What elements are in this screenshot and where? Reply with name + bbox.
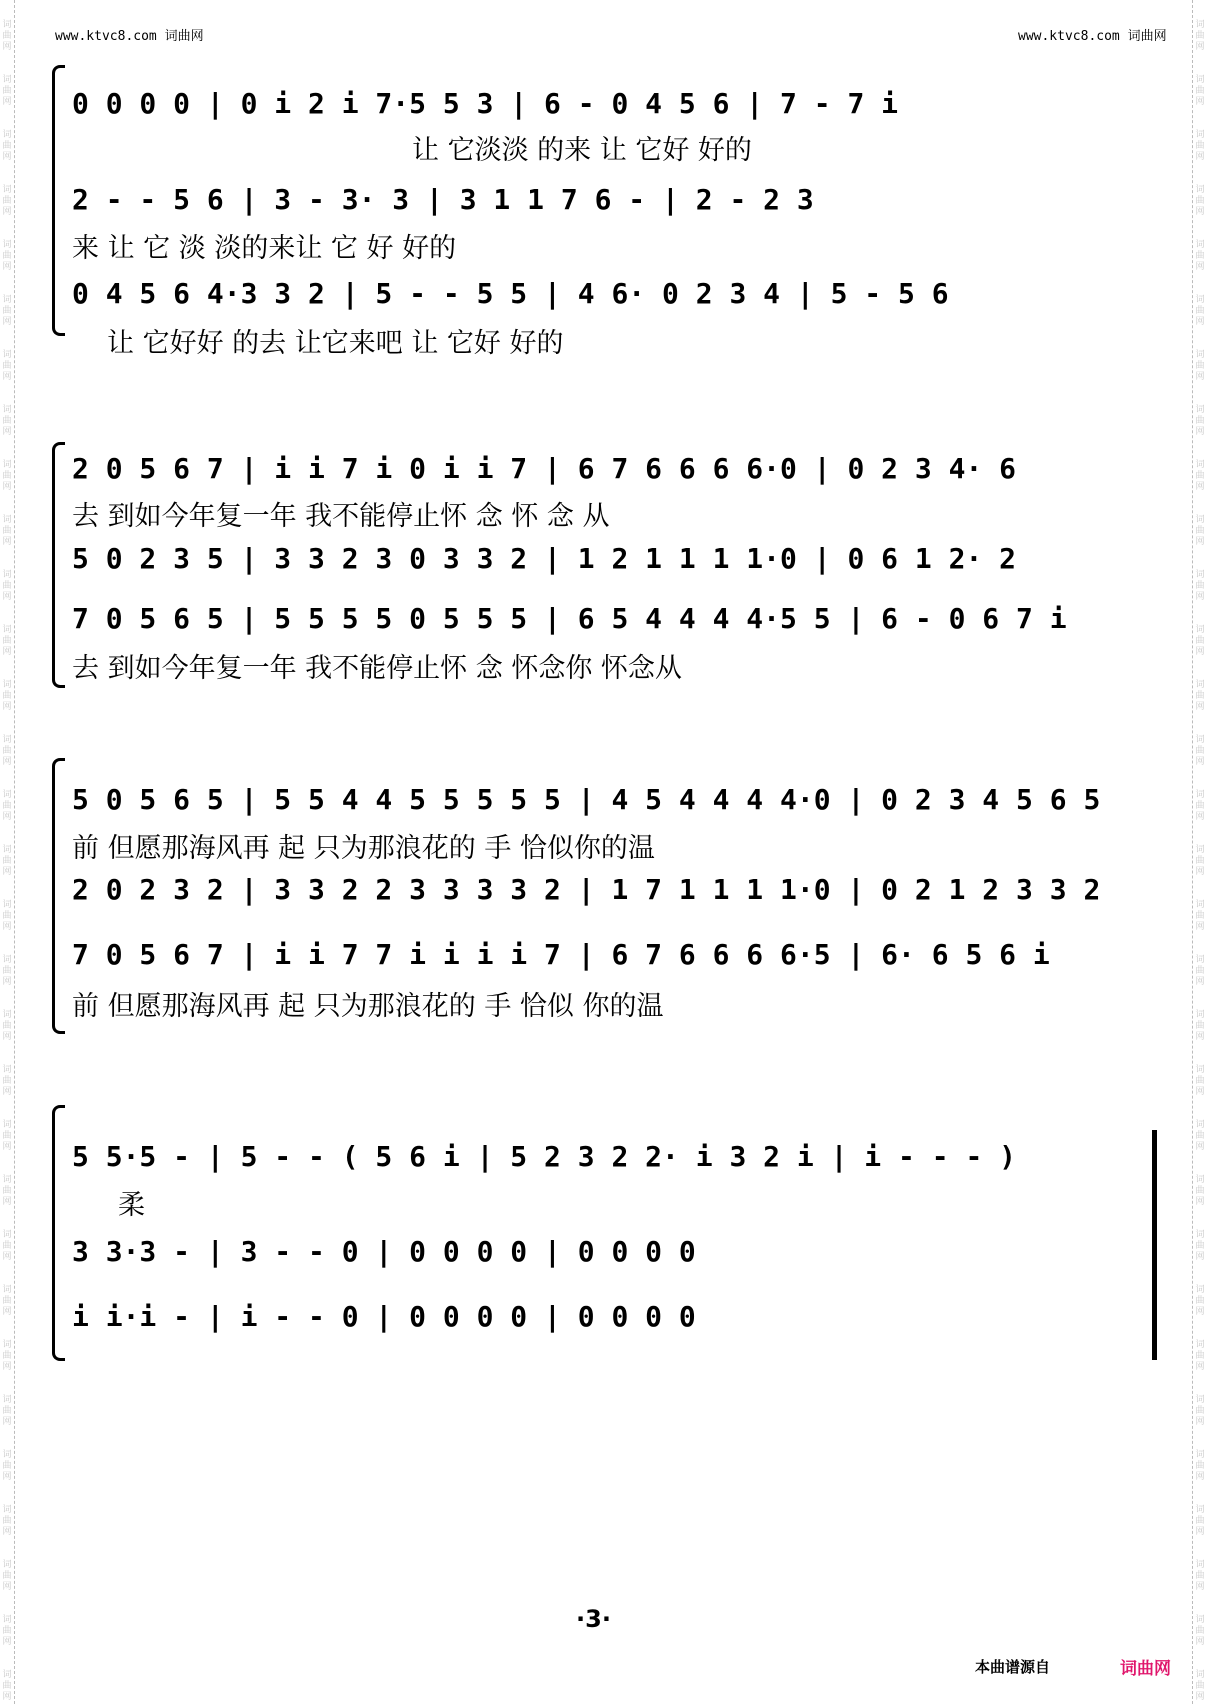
margin-watermark: 词 曲 网: [2, 1670, 12, 1702]
margin-watermark: 词 曲 网: [1195, 1175, 1205, 1207]
margin-watermark: 词 曲 网: [2, 75, 12, 107]
lyric-line: 让 它淡淡 的来 让 它好 好的: [412, 135, 752, 166]
lyric-line: 前 但愿那海风再 起 只为那浪花的 手 恰似你的温: [72, 833, 655, 864]
margin-watermark: 词 曲 网: [1195, 1010, 1205, 1042]
margin-watermark: 词 曲 网: [2, 460, 12, 492]
margin-watermark: 词 曲 网: [1195, 845, 1205, 877]
notation: 2 0 5 6 7 | i i 7 i 0 i i 7 | 6 7 6 6 6 6·0 | 0 2 3 4· 6: [72, 452, 1017, 485]
margin-watermark: 词 曲 网: [2, 1010, 12, 1042]
margin-watermark: 词 曲 网: [2, 955, 12, 987]
margin-watermark: 词 曲 网: [2, 1450, 12, 1482]
lyric-line: 去 到如今年复一年 我不能停止怀 念 怀 念 从: [72, 501, 610, 532]
notation: 0 0 0 0 | 0 i 2 i 7·5 5 3 | 6 - 0 4 5 6 | 7 - 7 i: [72, 87, 899, 120]
source-label: 本曲谱源自: [975, 1658, 1051, 1676]
margin-watermark: 词 曲 网: [2, 1560, 12, 1592]
margin-watermark: 词 曲 网: [1195, 1450, 1205, 1482]
margin-watermark: 词 曲 网: [1195, 625, 1205, 657]
header-right-url: www.ktvc8.com: [1018, 29, 1120, 44]
margin-watermark: 词 曲 网: [1195, 790, 1205, 822]
margin-watermark: 词 曲 网: [2, 240, 12, 272]
margin-watermark: 词 曲 网: [1195, 1065, 1205, 1097]
notation: 5 0 5 6 5 | 5 5 4 4 5 5 5 5 5 | 4 5 4 4 4 4·0 | 0 2 3 4 5 6 5: [72, 783, 1101, 816]
margin-watermark: 词 曲 网: [2, 1505, 12, 1537]
margin-watermark: 词 曲 网: [2, 1285, 12, 1317]
margin-watermark: 词 曲 网: [1195, 405, 1205, 437]
notation: i i·i - | i - - 0 | 0 0 0 0 | 0 0 0 0: [72, 1300, 696, 1333]
lyric-line: 柔: [118, 1190, 145, 1221]
margin-watermark: 词 曲 网: [1195, 570, 1205, 602]
margin-watermark: 词 曲 网: [1195, 1670, 1205, 1702]
margin-watermark: 词 曲 网: [2, 790, 12, 822]
final-barline: [1152, 1130, 1157, 1360]
margin-watermark: 词 曲 网: [2, 625, 12, 657]
notation: 5 0 2 3 5 | 3 3 2 3 0 3 3 2 | 1 2 1 1 1 1·0 | 0 6 1 2· 2: [72, 542, 1017, 575]
margin-watermark: 词 曲 网: [1195, 680, 1205, 712]
margin-watermark: 词 曲 网: [1195, 1395, 1205, 1427]
margin-watermark: 词 曲 网: [2, 515, 12, 547]
notation: 3 3·3 - | 3 - - 0 | 0 0 0 0 | 0 0 0 0: [72, 1235, 696, 1268]
margin-watermark: 词 曲 网: [2, 845, 12, 877]
margin-watermark: 词 曲 网: [1195, 350, 1205, 382]
lyric-line: 让 它好好 的去 让它来吧 让 它好 好的: [107, 328, 564, 359]
margin-watermark: 词 曲 网: [1195, 460, 1205, 492]
margin-watermark: 词 曲 网: [1195, 185, 1205, 217]
margin-watermark: 词 曲 网: [2, 1065, 12, 1097]
notation: 2 - - 5 6 | 3 - 3· 3 | 3 1 1 7 6 - | 2 - 2 3: [72, 183, 814, 216]
notation: 7 0 5 6 5 | 5 5 5 5 0 5 5 5 | 6 5 4 4 4 4·5 5 | 6 - 0 6 7 i: [72, 602, 1067, 635]
margin-watermark: 词 曲 网: [1195, 1560, 1205, 1592]
margin-watermark: 词 曲 网: [2, 350, 12, 382]
header-right: [1018, 25, 1167, 44]
notation: 0 4 5 6 4·3 3 2 | 5 - - 5 5 | 4 6· 0 2 3 4 | 5 - 5 6: [72, 277, 949, 310]
system-brace: [52, 758, 65, 1034]
margin-watermark: 词 曲 网: [2, 680, 12, 712]
lyric-line: 去 到如今年复一年 我不能停止怀 念 怀念你 怀念从: [72, 653, 682, 684]
margin-watermark: 词 曲 网: [2, 1615, 12, 1647]
margin-watermark: 词 曲 网: [1195, 75, 1205, 107]
margin-watermark: 词 曲 网: [1195, 295, 1205, 327]
system-brace: [52, 442, 65, 688]
margin-watermark: 词 曲 网: [1195, 955, 1205, 987]
system-brace: [52, 65, 65, 336]
margin-watermark: 词 曲 网: [1195, 1340, 1205, 1372]
page-number: ·3·: [576, 1605, 611, 1633]
margin-watermark: 词 曲 网: [1195, 1230, 1205, 1262]
margin-watermark: 词 曲 网: [2, 1230, 12, 1262]
site-logo: 词曲网: [1120, 1659, 1171, 1679]
margin-watermark: 词 曲 网: [1195, 20, 1205, 52]
header-left: [55, 25, 204, 44]
lyric-line: 前 但愿那海风再 起 只为那浪花的 手 恰似 你的温: [72, 991, 664, 1022]
margin-watermark: 词 曲 网: [1195, 130, 1205, 162]
lyric-line: 来 让 它 淡 淡的来让 它 好 好的: [72, 233, 457, 264]
margin-watermark: 词 曲 网: [2, 1340, 12, 1372]
header-left-url: www.ktvc8.com: [55, 29, 157, 44]
margin-watermark: 词 曲 网: [1195, 1505, 1205, 1537]
margin-watermark: 词 曲 网: [2, 570, 12, 602]
margin-watermark: 词 曲 网: [2, 735, 12, 767]
header-right-site: 词曲网: [1127, 29, 1167, 44]
notation: 7 0 5 6 7 | i i 7 7 i i i i 7 | 6 7 6 6 6 6·5 | 6· 6 5 6 i: [72, 938, 1050, 971]
margin-watermark: 词 曲 网: [2, 900, 12, 932]
margin-watermark: 词 曲 网: [2, 1395, 12, 1427]
margin-watermark: 词 曲 网: [2, 295, 12, 327]
system-brace: [52, 1105, 65, 1361]
margin-watermark: 词 曲 网: [2, 1120, 12, 1152]
notation: 5 5·5 - | 5 - - ( 5 6 i | 5 2 3 2 2· i 3 2 i | i - - - ): [72, 1140, 1017, 1173]
margin-watermark: 词 曲 网: [2, 405, 12, 437]
margin-watermark: 词 曲 网: [1195, 900, 1205, 932]
margin-watermark: 词 曲 网: [2, 1175, 12, 1207]
margin-watermark: 词 曲 网: [1195, 1285, 1205, 1317]
margin-watermark: 词 曲 网: [2, 185, 12, 217]
margin-watermark: 词 曲 网: [1195, 735, 1205, 767]
margin-watermark: 词 曲 网: [2, 130, 12, 162]
margin-watermark: 词 曲 网: [1195, 240, 1205, 272]
margin-watermark: 词 曲 网: [2, 20, 12, 52]
notation: 2 0 2 3 2 | 3 3 2 2 3 3 3 3 2 | 1 7 1 1 1 1·0 | 0 2 1 2 3 3 2: [72, 873, 1101, 906]
margin-watermark: 词 曲 网: [1195, 1120, 1205, 1152]
header-left-site: 词曲网: [164, 29, 204, 44]
margin-watermark: 词 曲 网: [1195, 515, 1205, 547]
margin-watermark: 词 曲 网: [1195, 1615, 1205, 1647]
